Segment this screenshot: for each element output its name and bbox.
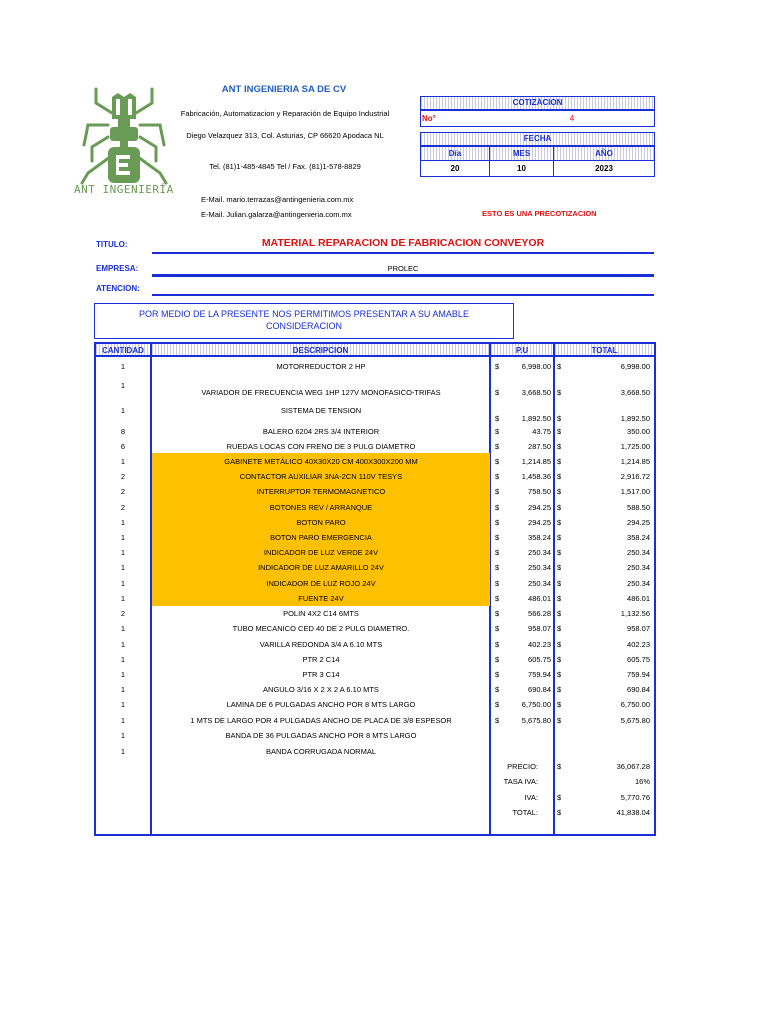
row-total: 250.34 xyxy=(627,563,650,572)
titulo-value: MATERIAL REPARACION DE FABRICACION CONVEYOR xyxy=(261,237,545,249)
col-header-qty: CANTIDAD xyxy=(96,344,150,357)
row-unit-price: 605.75 xyxy=(528,655,551,664)
row-currency: $ xyxy=(557,457,562,466)
quote-number-value: 4 xyxy=(569,114,575,123)
row-unit-price: 43.75 xyxy=(532,427,551,436)
company-name: ANT INGENIERIA SA DE CV xyxy=(221,84,347,95)
row-currency: $ xyxy=(557,548,562,557)
row-description: CONTACTOR AUXILIAR 3NA-2CN 110V TESYS xyxy=(239,472,403,481)
row-total: 1,132.56 xyxy=(620,609,650,618)
table-row xyxy=(96,594,654,608)
row-description: PTR 3 C14 xyxy=(302,670,340,679)
row-currency: $ xyxy=(495,670,500,679)
row-unit-price: 5,675.80 xyxy=(521,716,551,725)
row-total: 958.07 xyxy=(627,624,650,633)
row-qty: 1 xyxy=(120,548,126,557)
row-currency: $ xyxy=(557,655,562,664)
row-currency: $ xyxy=(495,716,500,725)
row-currency: $ xyxy=(495,563,500,572)
row-description: GABINETE METÁLICO 40X30X20 CM 400X300X200 MM xyxy=(224,457,418,466)
row-qty: 1 xyxy=(120,731,126,740)
row-unit-price: 1,214.85 xyxy=(521,457,551,466)
row-total: 294.25 xyxy=(627,518,650,527)
company-email-1[interactable]: E-Mail. mario.terrazas@antingenieria.com.mx xyxy=(201,195,354,204)
company-phone: Tel. (81)1-485-4845 Tel / Fax. (81)1-578-8829 xyxy=(209,162,361,171)
empresa-label: EMPRESA: xyxy=(96,264,139,273)
row-currency: $ xyxy=(557,442,562,451)
row-currency: $ xyxy=(557,700,562,709)
iva-label: IVA: xyxy=(524,793,538,802)
intro-box: POR MEDIO DE LA PRESENTE NOS PERMITIMOS PRESENTAR A SU AMABLE CONSIDERACION xyxy=(94,303,514,339)
row-total: 250.34 xyxy=(627,548,650,557)
row-qty: 1 xyxy=(120,579,126,588)
company-email-2[interactable]: E-Mail. Julian.galarza@antingenieria.com.mx xyxy=(201,210,352,219)
row-qty: 2 xyxy=(120,609,126,618)
row-currency: $ xyxy=(557,388,562,397)
row-unit-price: 3,668.50 xyxy=(521,388,551,397)
row-description: POLIN 4X2 C14 6MTS xyxy=(283,609,359,618)
row-currency: $ xyxy=(557,670,562,679)
table-row xyxy=(96,362,654,376)
row-currency: $ xyxy=(495,533,500,542)
row-currency: $ xyxy=(495,503,500,512)
table-row xyxy=(96,747,654,761)
row-currency: $ xyxy=(557,518,562,527)
row-qty: 2 xyxy=(120,472,126,481)
row-currency: $ xyxy=(495,685,500,694)
row-description: LAMINA DE 6 PULGADAS ANCHO POR 8 MTS LARGO xyxy=(226,700,416,709)
row-description: BOTONES REV / ARRANQUE xyxy=(269,503,373,512)
row-currency: $ xyxy=(495,472,500,481)
row-currency: $ xyxy=(557,503,562,512)
row-total: 759.94 xyxy=(627,670,650,679)
table-row xyxy=(96,406,654,423)
row-description: VARIADOR DE FRECUENCIA WEG 1HP 127V MONOFASICO-TRIFAS xyxy=(201,388,441,397)
row-unit-price: 566.28 xyxy=(528,609,551,618)
row-description: ANGULO 3/16 X 2 X 2 A 6.10 MTS xyxy=(263,685,379,694)
row-description: 1 MTS DE LARGO POR 4 PULGADAS ANCHO DE PLACA DE 3/8 ESPESOR xyxy=(190,716,452,725)
day-label: Día xyxy=(420,146,490,161)
quote-number-label: No° xyxy=(422,114,436,123)
row-total: 588.50 xyxy=(627,503,650,512)
company-address: Diego Velazquez 313, Col. Asturias, CP 66620 Apodaca NL xyxy=(186,131,384,140)
row-currency: $ xyxy=(557,414,562,423)
atencion-underline xyxy=(152,294,654,296)
row-total: 1,214.85 xyxy=(620,457,650,466)
row-currency: $ xyxy=(557,362,562,371)
month-label: MES xyxy=(489,146,554,161)
empresa-value: PROLEC xyxy=(387,264,419,273)
titulo-underline xyxy=(152,252,654,254)
row-currency: $ xyxy=(495,594,500,603)
row-qty: 1 xyxy=(120,594,126,603)
precio-value: 36,067.28 xyxy=(616,762,650,771)
row-description: MOTORREDUCTOR 2 HP xyxy=(276,362,366,371)
row-currency: $ xyxy=(495,518,500,527)
row-description: BOTON PARO xyxy=(296,518,346,527)
row-qty: 1 xyxy=(120,563,126,572)
row-qty: 1 xyxy=(120,700,126,709)
row-unit-price: 294.25 xyxy=(528,518,551,527)
table-row xyxy=(96,609,654,623)
row-currency: $ xyxy=(495,655,500,664)
row-currency: $ xyxy=(557,685,562,694)
row-currency: $ xyxy=(557,640,562,649)
row-qty: 1 xyxy=(120,457,126,466)
row-unit-price: 759.94 xyxy=(528,670,551,679)
row-qty: 8 xyxy=(120,427,126,436)
row-currency: $ xyxy=(495,427,500,436)
row-currency: $ xyxy=(495,579,500,588)
row-currency: $ xyxy=(557,472,562,481)
table-row xyxy=(96,427,654,441)
row-currency: $ xyxy=(495,548,500,557)
row-currency: $ xyxy=(557,609,562,618)
row-description: RUEDAS LOCAS CON FRENO DE 3 PULG DIAMETRO xyxy=(226,442,416,451)
row-currency: $ xyxy=(557,716,562,725)
row-unit-price: 6,750.00 xyxy=(521,700,551,709)
logo-wordmark: ANT INGENIERÍA xyxy=(74,183,174,196)
row-description: INDICADOR DE LUZ AMARILLO 24V xyxy=(258,563,384,572)
row-description: FUENTE 24V xyxy=(298,594,344,603)
table-row xyxy=(96,640,654,654)
col-header-desc: DESCRIPCION xyxy=(152,344,489,357)
total-value: 41,838.04 xyxy=(616,808,650,817)
row-total: 1,892.50 xyxy=(620,414,650,423)
row-currency: $ xyxy=(495,442,500,451)
row-unit-price: 690.84 xyxy=(528,685,551,694)
row-total: 2,916.72 xyxy=(620,472,650,481)
row-description: INTERRUPTOR TERMOMAGNETICO xyxy=(256,487,386,496)
row-total: 605.75 xyxy=(627,655,650,664)
row-qty: 1 xyxy=(120,533,126,542)
row-description: INDICADOR DE LUZ ROJO 24V xyxy=(266,579,376,588)
row-unit-price: 402.23 xyxy=(528,640,551,649)
total-label: TOTAL: xyxy=(512,808,538,817)
row-unit-price: 1,458.36 xyxy=(521,472,551,481)
table-row xyxy=(96,716,654,730)
row-unit-price: 250.34 xyxy=(528,579,551,588)
col-header-pu: P.U xyxy=(491,344,553,357)
row-total: 250.34 xyxy=(627,579,650,588)
year-value: 2023 xyxy=(553,160,655,177)
row-total: 5,675.80 xyxy=(620,716,650,725)
row-total: 402.23 xyxy=(627,640,650,649)
row-currency: $ xyxy=(495,362,500,371)
year-label: AÑO xyxy=(553,146,655,161)
atencion-label: ATENCION: xyxy=(96,284,140,293)
row-qty: 1 xyxy=(120,624,126,633)
quote-number-row xyxy=(420,110,655,127)
row-qty: 1 xyxy=(120,670,126,679)
row-qty: 1 xyxy=(120,655,126,664)
row-description: VARILLA REDONDA 3/4 A 6.10 MTS xyxy=(259,640,383,649)
row-total: 1,725.00 xyxy=(620,442,650,451)
row-currency: $ xyxy=(495,414,500,423)
row-unit-price: 758.50 xyxy=(528,487,551,496)
quote-title: COTIZACION xyxy=(420,96,655,110)
row-description: INDICADOR DE LUZ VERDE 24V xyxy=(263,548,379,557)
row-qty: 6 xyxy=(120,442,126,451)
col-header-total: TOTAL xyxy=(555,344,654,357)
table-row xyxy=(96,670,654,684)
table-row xyxy=(96,624,654,638)
row-currency: $ xyxy=(495,624,500,633)
row-qty: 1 xyxy=(120,685,126,694)
row-currency: $ xyxy=(495,457,500,466)
row-qty: 2 xyxy=(120,487,126,496)
row-currency: $ xyxy=(557,487,562,496)
row-currency: $ xyxy=(495,700,500,709)
iva-value: 5,770.76 xyxy=(620,793,650,802)
row-total: 358.24 xyxy=(627,533,650,542)
row-qty: 1 xyxy=(120,640,126,649)
row-currency: $ xyxy=(495,487,500,496)
row-total: 690.84 xyxy=(627,685,650,694)
currency-symbol: $ xyxy=(557,762,562,771)
row-qty: 1 xyxy=(120,406,126,415)
row-currency: $ xyxy=(557,533,562,542)
currency-symbol: $ xyxy=(557,808,562,817)
row-description: TUBO MECANICO CED 40 DE 2 PULG DIAMETRO. xyxy=(232,624,410,633)
table-row xyxy=(96,700,654,714)
row-total: 486.01 xyxy=(627,594,650,603)
row-unit-price: 358.24 xyxy=(528,533,551,542)
row-unit-price: 486.01 xyxy=(528,594,551,603)
date-title: FECHA xyxy=(420,132,655,146)
titulo-label: TITULO: xyxy=(96,240,128,249)
row-description: BOTON PARO EMERGENCIA xyxy=(270,533,372,542)
precotizacion-notice: ESTO ES UNA PRECOTIZACION xyxy=(482,209,597,218)
row-total: 1,517.00 xyxy=(620,487,650,496)
row-unit-price: 294.25 xyxy=(528,503,551,512)
row-qty: 1 xyxy=(120,716,126,725)
row-description: BANDA CORRUGADA NORMAL xyxy=(265,747,377,756)
tasa-iva-value: 16% xyxy=(634,777,650,786)
row-currency: $ xyxy=(495,388,500,397)
row-description: BANDA DE 36 PULGADAS ANCHO POR 8 MTS LARGO xyxy=(225,731,417,740)
row-total: 6,750.00 xyxy=(620,700,650,709)
currency-symbol: $ xyxy=(557,793,562,802)
tasa-iva-label: TASA IVA: xyxy=(503,777,538,786)
day-value: 20 xyxy=(420,160,490,177)
row-qty: 1 xyxy=(120,362,126,371)
month-value: 10 xyxy=(489,160,554,177)
table-row xyxy=(96,731,654,745)
row-currency: $ xyxy=(557,579,562,588)
row-total: 350.00 xyxy=(627,427,650,436)
row-currency: $ xyxy=(557,624,562,633)
row-unit-price: 958.07 xyxy=(528,624,551,633)
row-unit-price: 250.34 xyxy=(528,548,551,557)
row-description: BALERO 6204 2RS 3/4 INTERIOR xyxy=(262,427,380,436)
row-total: 3,668.50 xyxy=(620,388,650,397)
row-qty: 1 xyxy=(120,381,126,390)
precio-label: PRECIO: xyxy=(507,762,538,771)
row-currency: $ xyxy=(557,427,562,436)
table-row xyxy=(96,685,654,699)
row-qty: 1 xyxy=(120,518,126,527)
row-qty: 2 xyxy=(120,503,126,512)
row-unit-price: 287.50 xyxy=(528,442,551,451)
row-currency: $ xyxy=(557,563,562,572)
row-description: SISTEMA DE TENSION xyxy=(280,406,362,415)
row-unit-price: 250.34 xyxy=(528,563,551,572)
table-row xyxy=(96,381,654,395)
row-total: 6,998.00 xyxy=(620,362,650,371)
company-tagline: Fabricación, Automatizacion y Reparación de Equipo Industrial xyxy=(180,109,390,118)
row-currency: $ xyxy=(557,594,562,603)
row-description: PTR 2 C14 xyxy=(302,655,340,664)
row-unit-price: 6,998.00 xyxy=(521,362,551,371)
empresa-underline xyxy=(152,274,654,277)
row-currency: $ xyxy=(495,640,500,649)
table-row xyxy=(96,655,654,669)
row-qty: 1 xyxy=(120,747,126,756)
row-currency: $ xyxy=(495,609,500,618)
row-unit-price: 1,892.50 xyxy=(521,414,551,423)
